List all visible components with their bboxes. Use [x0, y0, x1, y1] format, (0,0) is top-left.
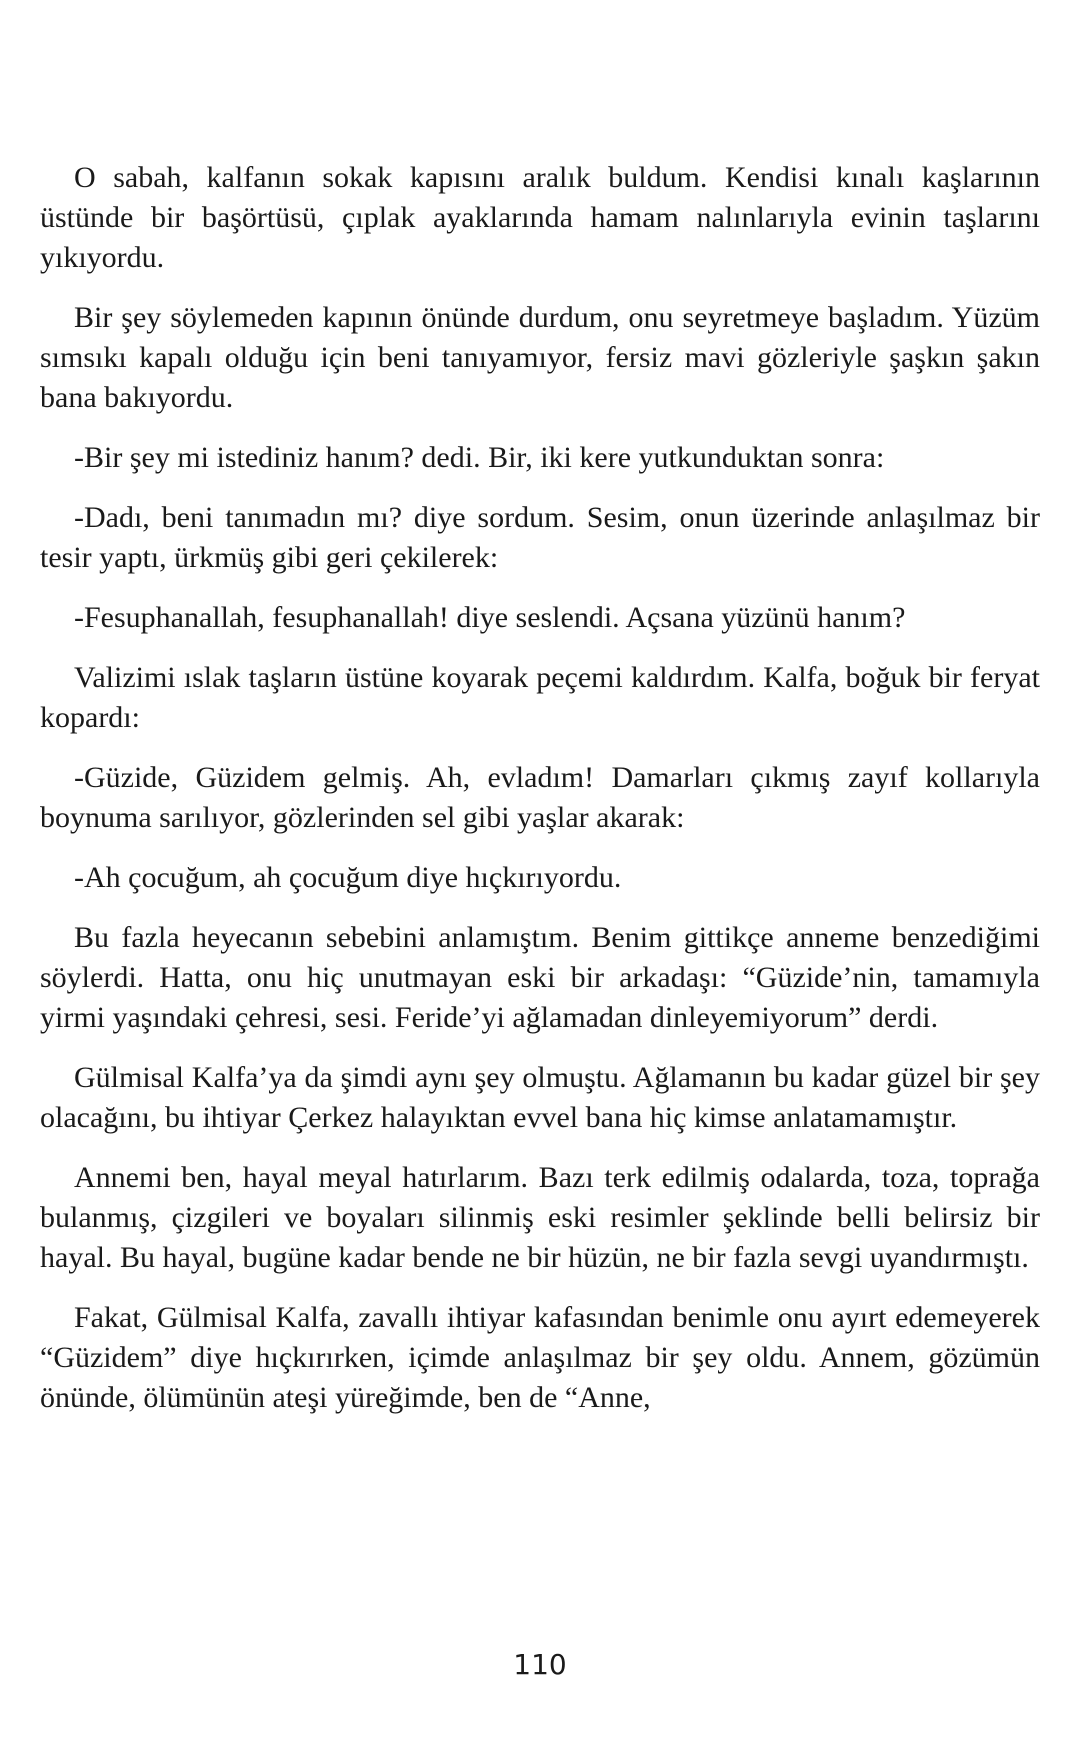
paragraph-4: -Dadı, beni tanımadın mı? diye sordum. Sesim, onun üzerinde anlaşılmaz bir tesir yaptı, ürkmüş gibi geri çekilerek: [40, 501, 1040, 574]
paragraph-10: Gülmisal Kalfa’ya da şimdi aynı şey olmuştu. Ağlamanın bu kadar güzel bir şey olacağını, bu ihtiyar Çerkez halayıktan evvel bana hiç kimse anlatamamıştır. [40, 1061, 1040, 1134]
paragraph-2: Bir şey söylemeden kapının önünde durdum, onu seyretmeye başladım. Yüzüm sımsıkı kapalı olduğu için beni tanıyamıyor, fersiz mavi gözleriyle şaşkın şakın bana bakıyordu. [40, 301, 1040, 414]
paragraph-6: Valizimi ıslak taşların üstüne koyarak peçemi kaldırdım. Kalfa, boğuk bir feryat kopardı: [40, 661, 1040, 734]
paragraph-1: O sabah, kalfanın sokak kapısını aralık buldum. Kendisi kınalı kaşlarının üstünde bir başörtüsü, çıplak ayaklarında hamam nalınlarıyla evinin taşlarını yıkıyordu. [40, 161, 1040, 274]
page-number: 110 [513, 1648, 567, 1681]
paragraph-5: -Fesuphanallah, fesuphanallah! diye seslendi. Açsana yüzünü hanım? [74, 601, 906, 634]
paragraph-3: -Bir şey mi istediniz hanım? dedi. Bir, iki kere yutkunduktan sonra: [74, 441, 885, 474]
paragraph-8: -Ah çocuğum, ah çocuğum diye hıçkırıyordu. [74, 861, 622, 894]
paragraph-9: Bu fazla heyecanın sebebini anlamıştım. Benim gittikçe anneme benzediğimi söylerdi. Hatta, onu hiç unutmayan eski bir arkadaşı: “Güzide’nin, tamamıyla yirmi yaşındaki çehresi, sesi. Feride’yi ağlamadan dinleyemiyorum” derdi. [40, 921, 1040, 1034]
paragraph-7: -Güzide, Güzidem gelmiş. Ah, evladım! Damarları çıkmış zayıf kollarıyla boynuma sarılıyor, gözlerinden sel gibi yaşlar akarak: [40, 761, 1040, 834]
page-body-text [40, 158, 1040, 1438]
paragraph-11: Annemi ben, hayal meyal hatırlarım. Bazı terk edilmiş odalarda, toza, toprağa bulanmış, çizgileri ve boyaları silinmiş eski resimler şeklinde belli belirsiz bir hayal. Bu hayal, bugüne kadar bende ne bir hüzün, ne bir fazla sevgi uyandırmıştı. [40, 1161, 1040, 1274]
paragraph-12: Fakat, Gülmisal Kalfa, zavallı ihtiyar kafasından benimle onu ayırt edemeyerek “Güzidem” diye hıçkırırken, içimde anlaşılmaz bir şey oldu. Annem, gözümün önünde, ölümünün ateşi yüreğimde, ben de “Anne, [40, 1301, 1040, 1414]
